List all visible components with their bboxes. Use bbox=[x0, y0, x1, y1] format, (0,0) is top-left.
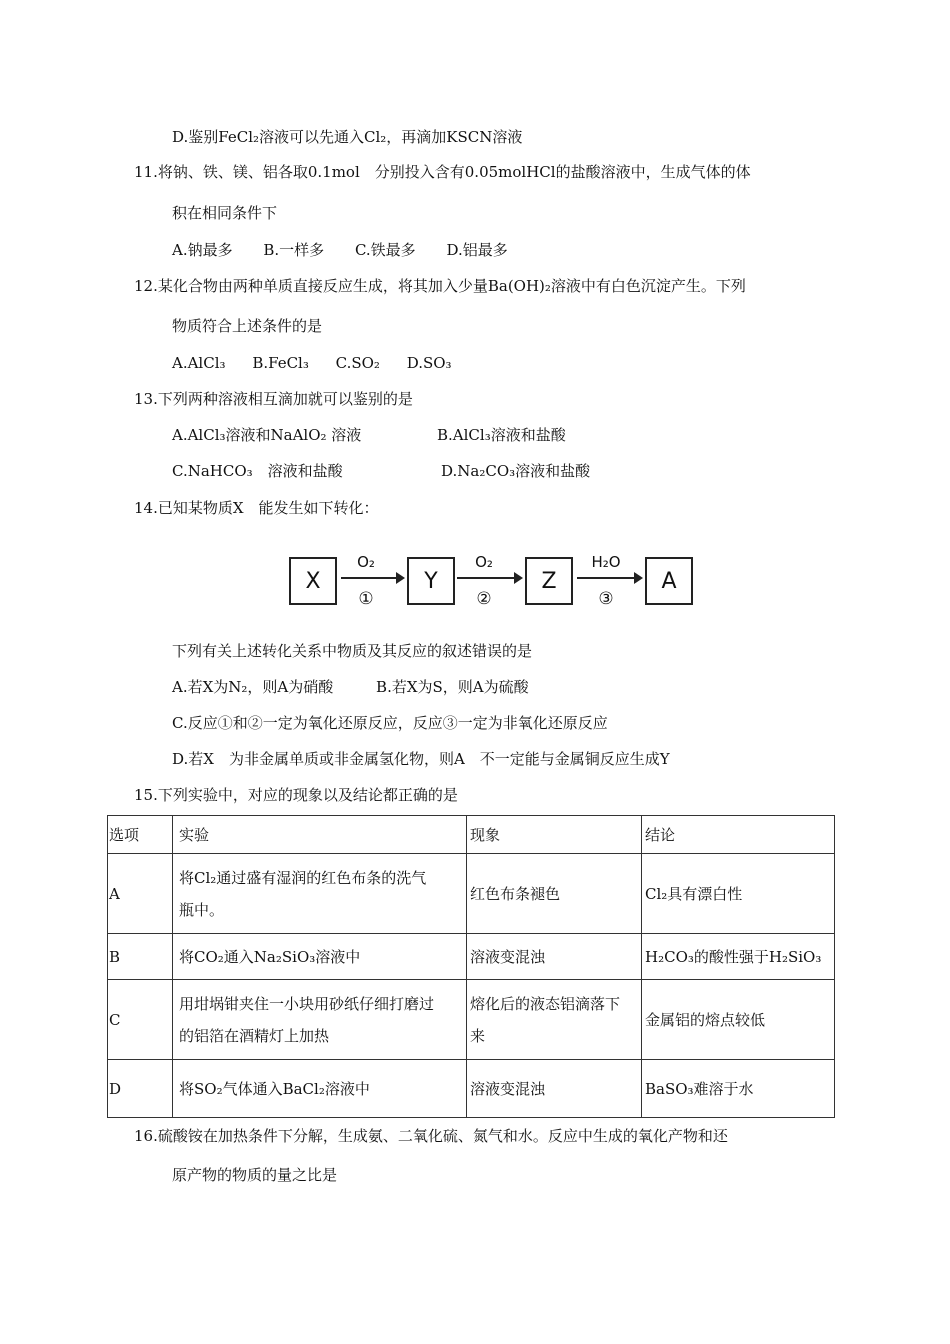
q14-option-c: C.反应①和②一定为氧化还原反应，反应③一定为非氧化还原反应 bbox=[172, 714, 608, 732]
q14-options-ab bbox=[172, 677, 529, 697]
header-experiment: 实验 bbox=[173, 816, 467, 854]
q11-option-a: A.钠最多 bbox=[172, 241, 233, 259]
q13-stem: 13.下列两种溶液相互滴加就可以鉴别的是 bbox=[134, 390, 413, 408]
q10-option-d: D.鉴别FeCl₂溶液可以先通入Cl₂，再滴加KSCN溶液 bbox=[172, 128, 523, 146]
reagent-2: O₂ bbox=[475, 553, 493, 571]
q13-option-a: A.AlCl₃溶液和NaAlO₂ 溶液 bbox=[172, 426, 362, 444]
row-experiment: 将Cl₂通过盛有湿润的红色布条的洗气 瓶中。 bbox=[173, 854, 467, 934]
node-z: Z bbox=[525, 557, 573, 605]
table-row bbox=[108, 934, 835, 980]
row-option: B bbox=[108, 934, 173, 980]
q12-option-c: C.SO₂ bbox=[335, 354, 380, 372]
row-option: D bbox=[108, 1060, 173, 1118]
q12-stem-line1: 12.某化合物由两种单质直接反应生成，将其加入少量Ba(OH)₂溶液中有白色沉淀产生。下列 bbox=[134, 277, 746, 295]
row-experiment: 将CO₂通入Na₂SiO₃溶液中 bbox=[173, 934, 467, 980]
q11-option-d: D.铝最多 bbox=[446, 241, 508, 259]
q12-stem-line2: 物质符合上述条件的是 bbox=[172, 317, 323, 335]
table-header-row bbox=[108, 816, 835, 854]
q11-option-c: C.铁最多 bbox=[354, 241, 416, 259]
q16-stem-line2: 原产物的物质的量之比是 bbox=[172, 1166, 338, 1184]
reagent-3: H₂O bbox=[591, 553, 621, 571]
reagent-1: O₂ bbox=[357, 553, 375, 571]
node-y: Y bbox=[407, 557, 455, 605]
q12-option-d: D.SO₃ bbox=[406, 354, 452, 372]
step-3-label: ③ bbox=[598, 589, 614, 609]
q13-option-c: C.NaHCO₃ 溶液和盐酸 bbox=[172, 462, 343, 480]
q16-stem-line1: 16.硫酸铵在加热条件下分解，生成氨、二氧化硫、氮气和水。反应中生成的氧化产物和还 bbox=[134, 1127, 728, 1145]
row-option: C bbox=[108, 980, 173, 1060]
q14-option-b: B.若X为S，则A为硫酸 bbox=[376, 678, 529, 696]
q11-stem-line1: 11.将钠、铁、镁、铝各取0.1mol 分别投入含有0.05molHCl的盐酸溶液中，生成气体的体 bbox=[134, 163, 751, 181]
header-phenomenon: 现象 bbox=[467, 816, 642, 854]
row-phenomenon: 熔化后的液态铝滴落下 来 bbox=[467, 980, 642, 1060]
step-1-label: ① bbox=[358, 589, 374, 609]
table-row bbox=[108, 854, 835, 934]
q14-option-a: A.若X为N₂，则A为硝酸 bbox=[172, 678, 334, 696]
q12-option-a: A.AlCl₃ bbox=[172, 354, 226, 372]
q15-stem: 15.下列实验中，对应的现象以及结论都正确的是 bbox=[134, 786, 458, 804]
q13-option-d: D.Na₂CO₃溶液和盐酸 bbox=[441, 462, 591, 480]
row-phenomenon: 红色布条褪色 bbox=[467, 854, 642, 934]
q11-options bbox=[172, 240, 508, 260]
table-row bbox=[108, 980, 835, 1060]
q11-stem-line2: 积在相同条件下 bbox=[172, 204, 278, 222]
arrow-1 bbox=[341, 577, 403, 579]
arrow-2 bbox=[457, 577, 521, 579]
node-a: A bbox=[645, 557, 693, 605]
header-option: 选项 bbox=[108, 816, 173, 854]
q14-option-d: D.若X 为非金属单质或非金属氢化物，则A 不一定能与金属铜反应生成Y bbox=[172, 750, 670, 768]
header-conclusion: 结论 bbox=[642, 816, 835, 854]
arrow-3 bbox=[577, 577, 641, 579]
row-option: A bbox=[108, 854, 173, 934]
conversion-flow-diagram bbox=[283, 545, 705, 623]
row-phenomenon: 溶液变混浊 bbox=[467, 934, 642, 980]
step-2-label: ② bbox=[476, 589, 492, 609]
row-conclusion: BaSO₃难溶于水 bbox=[642, 1060, 835, 1118]
q13-option-b: B.AlCl₃溶液和盐酸 bbox=[437, 426, 566, 444]
row-conclusion: H₂CO₃的酸性强于H₂SiO₃ bbox=[642, 934, 835, 980]
row-conclusion: Cl₂具有漂白性 bbox=[642, 854, 835, 934]
q14-intro: 下列有关上述转化关系中物质及其反应的叙述错误的是 bbox=[172, 642, 533, 660]
node-x: X bbox=[289, 557, 337, 605]
q11-option-b: B.一样多 bbox=[263, 241, 325, 259]
q12-option-b: B.FeCl₃ bbox=[252, 354, 309, 372]
experiment-table bbox=[107, 815, 835, 1118]
row-conclusion: 金属铝的熔点较低 bbox=[642, 980, 835, 1060]
q14-stem: 14.已知某物质X 能发生如下转化： bbox=[134, 499, 379, 517]
q12-options bbox=[172, 353, 452, 373]
row-phenomenon: 溶液变混浊 bbox=[467, 1060, 642, 1118]
row-experiment: 用坩埚钳夹住一小块用砂纸仔细打磨过 的铝箔在酒精灯上加热 bbox=[173, 980, 467, 1060]
row-experiment: 将SO₂气体通入BaCl₂溶液中 bbox=[173, 1060, 467, 1118]
table-row bbox=[108, 1060, 835, 1118]
